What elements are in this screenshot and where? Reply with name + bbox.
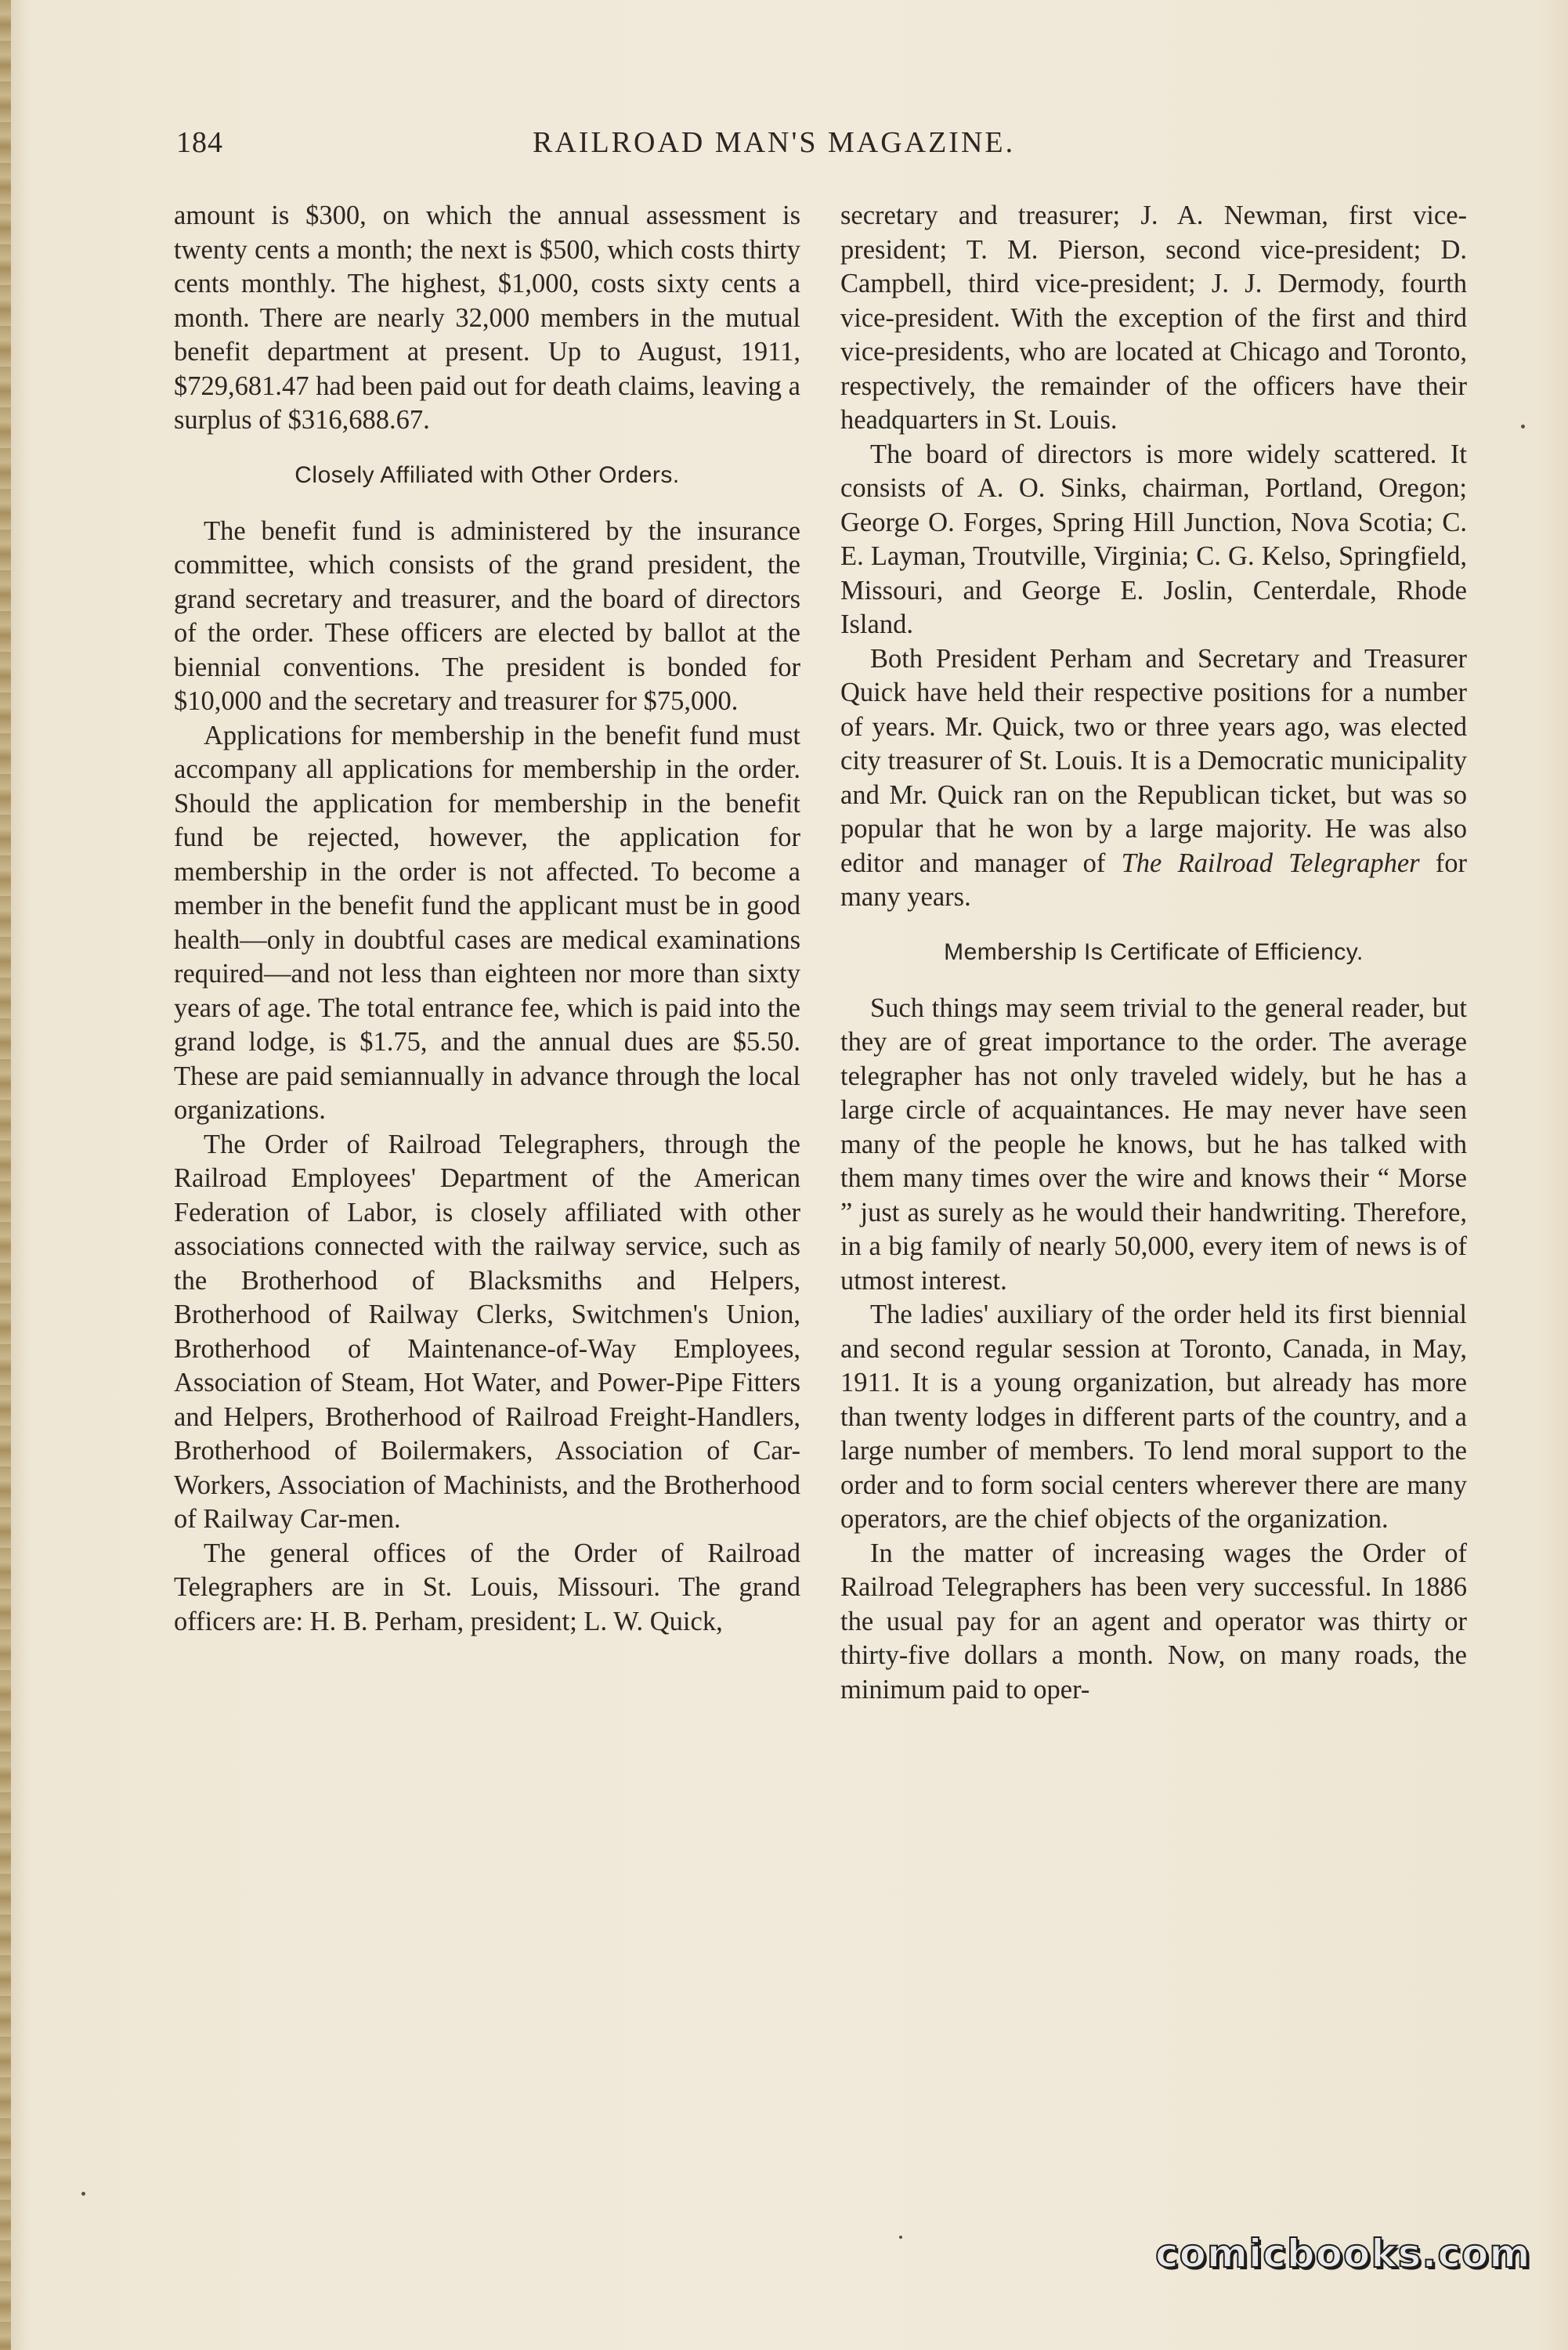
right-column — [840, 199, 1467, 1707]
print-speck — [1521, 425, 1525, 428]
page-binding-edge — [0, 0, 11, 2350]
paragraph: Applications for membership in the benefit fund must accompany all applications for membership in the order. Should the application for membership in the benefit fund be rejected, however, the application for membership in the order is not affected. To become a member in the benefit fund the applicant must be in good health—only in doubtful cases are medical examinations required—and not less than eighteen nor more than sixty years of age. The total entrance fee, which is paid into the grand lodge, is $1.75, and the annual dues are $5.50. These are paid semiannually in advance through the local organizations. — [174, 720, 800, 1125]
paragraph: Such things may seem trivial to the general reader, but they are of great importance to the order. The average telegrapher has not only traveled widely, but he has a large circle of acquaintances. He may never have seen many of the people he knows, but he has talked with them many times over the wire and knows their “ Morse ” just as surely as he would their handwriting. Therefore, in a big family of nearly 50,000, every item of news is of utmost interest. — [840, 992, 1467, 1296]
paragraph: The Order of Railroad Telegraphers, through the Railroad Employees' Department of the American Federation of Labor, is closely affiliated with other associations connected with the railway service, such as the Brotherhood of Blacksmiths and Helpers, Brotherhood of Railway Clerks, Switchmen's Union, Brotherhood of Maintenance-of-Way Employees, Association of Steam, Hot Water, and Power-Pipe Fitters and Helpers, Brotherhood of Railroad Freight-Handlers, Brotherhood of Boilermakers, Association of Car-Workers, Association of Machinists, and the Brotherhood of Railway Car-men. — [174, 1129, 800, 1534]
paragraph: amount is $300, on which the annual assessment is twenty cents a month; the next is $500, which costs thirty cents monthly. The highest, $1,000, costs sixty cents a month. There are nearly 32,000 members in the mutual benefit department at present. Up to August, 1911, $729,681.47 had been paid out for death claims, leaving a surplus of $316,688.67. — [174, 201, 800, 435]
paragraph: The benefit fund is administered by the insurance committee, which consists of the grand president, the grand secretary and treasurer, and the board of directors of the order. These officers are elected by ballot at the biennial conventions. The president is bonded for $10,000 and the secretary and treasurer for $75,000. — [174, 515, 800, 716]
watermark-logo: comicbooks.com — [1155, 2231, 1531, 2276]
paragraph: The ladies' auxiliary of the order held its first biennial and second regular session at Toronto, Canada, in May, 1911. It is a young organization, but already has more than twenty lodges in different parts of the country, and a large number of members. To lend moral support to the order and to form social centers wherever there are many operators, are the chief objects of the organization. — [840, 1300, 1467, 1534]
paragraph: In the matter of increasing wages the Order of Railroad Telegraphers has been very successful. In 1886 the usual pay for an agent and operator was thirty or thirty-five dollars a month. Now, on many roads, the minimum paid to oper- — [840, 1538, 1467, 1705]
paragraph: secretary and treasurer; J. A. Newman, first vice-president; T. M. Pierson, second vice-president; D. Campbell, third vice-president; J. J. Dermody, fourth vice-president. With the exception of the first and third vice-presidents, who are located at Chicago and Toronto, respectively, the remainder of the officers have their headquarters in St. Louis. — [840, 201, 1467, 435]
left-column — [174, 199, 800, 1639]
paragraph-text: Both President Perham and Secretary and Treasurer Quick have held their respective positions for a number of years. Mr. Quick, two or three years ago, was elected city treasurer of St. Louis. It is a Democratic municipality and Mr. Quick ran on the Republican ticket, but was so popular that he won by a large majority. He was also editor and manager of — [840, 643, 1467, 878]
print-speck — [81, 2192, 85, 2196]
print-speck — [899, 2236, 902, 2239]
page-header — [176, 125, 1453, 172]
section-subheading: Membership Is Certificate of Efficiency. — [944, 938, 1364, 965]
paragraph — [840, 642, 1467, 915]
page-number: 184 — [176, 126, 223, 159]
paragraph: The general offices of the Order of Railroad Telegraphers are in St. Louis, Missouri. The grand officers are: H. B. Perham, president; L. W. Quick, — [174, 1538, 800, 1636]
paragraph-text: for many years. — [840, 848, 1467, 912]
section-subheading: Closely Affiliated with Other Orders. — [294, 461, 680, 488]
running-head: RAILROAD MAN'S MAGAZINE. — [533, 126, 1016, 159]
paragraph: The board of directors is more widely scattered. It consists of A. O. Sinks, chairman, Portland, Oregon; George O. Forges, Spring Hill Junction, Nova Scotia; C. E. Layman, Troutville, Virginia; C. G. Kelso, Springfield, Missouri, and George E. Joslin, Centerdale, Rhode Island. — [840, 439, 1467, 639]
publication-title: The Railroad Telegrapher — [1121, 848, 1420, 878]
